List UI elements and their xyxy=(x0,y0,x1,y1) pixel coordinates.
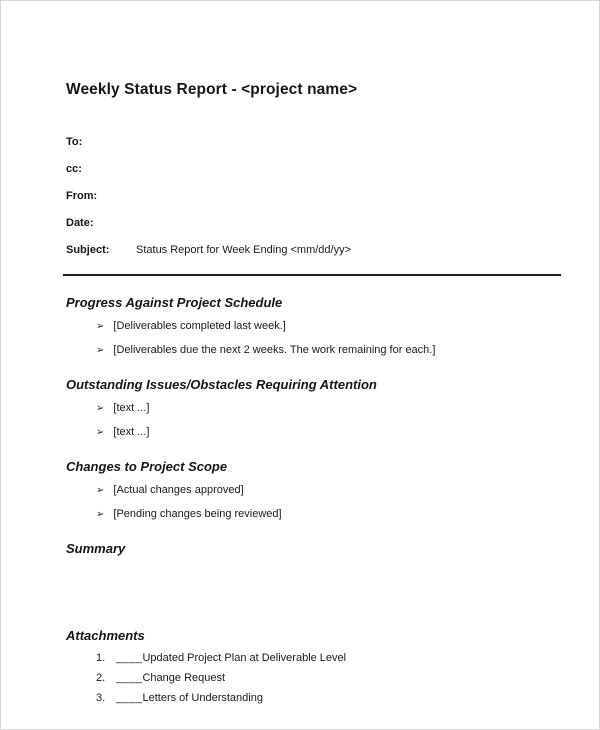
field-from xyxy=(66,190,559,217)
section-scope-changes xyxy=(66,459,559,522)
attachment-number: 3. xyxy=(96,692,106,704)
section-heading-issues: Outstanding Issues/Obstacles Requiring Attention xyxy=(66,377,377,392)
field-subject-label: Subject: xyxy=(66,244,110,256)
bullet-text: [text ...] xyxy=(113,402,150,414)
bullet-text: [text ...] xyxy=(113,426,150,438)
list-item xyxy=(96,672,559,684)
bullet-text: [Deliverables completed last week.] xyxy=(113,320,286,332)
field-from-label: From: xyxy=(66,190,98,202)
list-item xyxy=(96,425,559,440)
field-to xyxy=(66,136,559,163)
attachment-number: 1. xyxy=(96,652,106,664)
bullet-text: [Pending changes being reviewed] xyxy=(113,508,282,520)
list-item xyxy=(96,507,559,522)
list-item xyxy=(96,652,559,664)
memo-header xyxy=(66,136,559,271)
field-date xyxy=(66,217,559,244)
summary-content-area xyxy=(66,565,559,609)
attachments-list xyxy=(96,652,559,704)
section-progress xyxy=(66,295,559,358)
issues-bullet-list xyxy=(96,401,559,440)
field-date-label: Date: xyxy=(66,217,94,229)
list-item xyxy=(96,692,559,704)
list-item xyxy=(96,483,559,498)
attachment-label: Letters of Understanding xyxy=(142,692,263,704)
field-subject xyxy=(66,244,559,271)
list-item xyxy=(96,319,559,334)
field-subject-value: Status Report for Week Ending <mm/dd/yy> xyxy=(136,244,352,256)
progress-bullet-list xyxy=(96,319,559,358)
arrow-bullet-icon: ➢ xyxy=(96,321,105,332)
attachment-blank-line: ____ xyxy=(116,692,143,704)
field-cc-label: cc: xyxy=(66,163,82,175)
section-issues xyxy=(66,377,559,440)
arrow-bullet-icon: ➢ xyxy=(96,509,105,520)
page-title: Weekly Status Report - <project name> xyxy=(66,81,358,98)
section-summary xyxy=(66,541,559,609)
section-heading-progress: Progress Against Project Schedule xyxy=(66,295,283,310)
list-item xyxy=(96,401,559,416)
attachment-label: Updated Project Plan at Deliverable Level xyxy=(142,652,347,664)
scope-bullet-list xyxy=(96,483,559,522)
subject-divider xyxy=(63,274,561,276)
bullet-text: [Actual changes approved] xyxy=(113,484,244,496)
arrow-bullet-icon: ➢ xyxy=(96,403,105,414)
field-cc xyxy=(66,163,559,190)
section-heading-summary: Summary xyxy=(66,541,126,556)
section-heading-scope-changes: Changes to Project Scope xyxy=(66,459,228,474)
list-item xyxy=(96,343,559,358)
arrow-bullet-icon: ➢ xyxy=(96,345,105,356)
bullet-text: [Deliverables due the next 2 weeks. The work remaining for each.] xyxy=(113,344,436,356)
attachment-blank-line: ____ xyxy=(116,672,143,684)
attachment-blank-line: ____ xyxy=(116,652,143,664)
field-to-label: To: xyxy=(66,136,83,148)
section-attachments xyxy=(66,628,559,704)
attachment-label: Change Request xyxy=(142,672,226,684)
arrow-bullet-icon: ➢ xyxy=(96,427,105,438)
arrow-bullet-icon: ➢ xyxy=(96,485,105,496)
section-heading-attachments: Attachments xyxy=(66,628,145,643)
attachment-number: 2. xyxy=(96,672,106,684)
